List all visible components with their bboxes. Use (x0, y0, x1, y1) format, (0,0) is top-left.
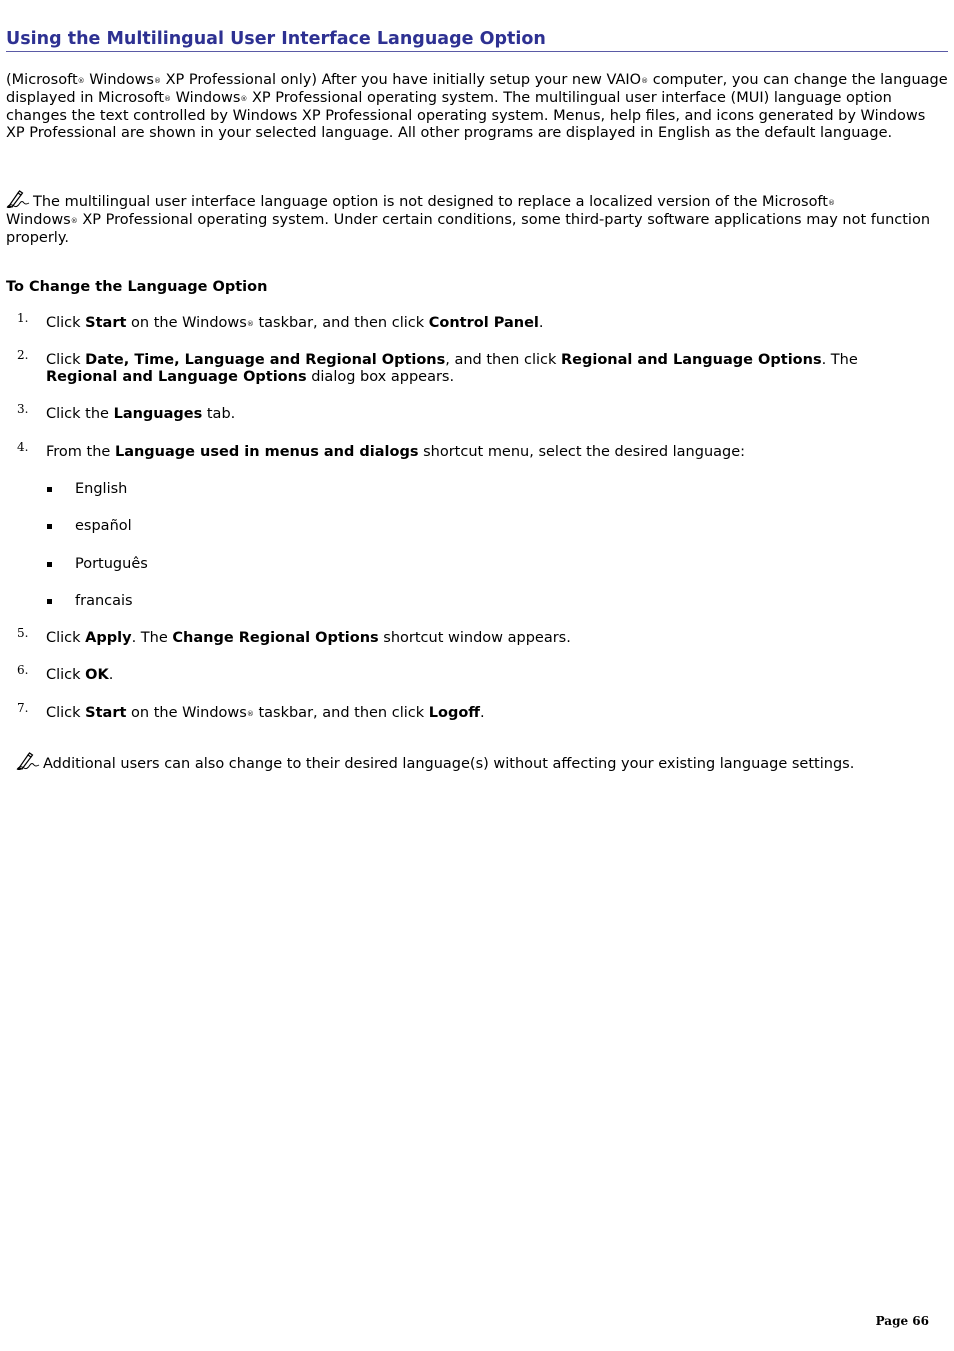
registered-mark: ® (827, 199, 835, 207)
registered-mark: ® (164, 95, 172, 103)
intro-paragraph: (Microsoft® Windows® XP Professional only) After you have initially setup your new VAIO® computer, you can change the language displayed in Microsoft® Windows® XP Professional operating system. The multilingual user interface (MUI) language option changes the text controlled by Windows XP Professional operating system. Menus, help files, and icons generated by Windows XP Professional are shown in your selected language. All other programs are displayed in English as the default language. (6, 72, 948, 141)
note-paragraph: Additional users can also change to their desired language(s) without affecting your existing language settings. (16, 752, 854, 773)
step-text: Click OK. (46, 667, 114, 683)
step-number: 3. (17, 402, 29, 416)
step-number: 2. (17, 348, 29, 362)
registered-mark: ® (240, 95, 248, 103)
square-bullet-icon (47, 524, 52, 529)
step-text: Click Start on the Windows® taskbar, and then click Control Panel. (46, 315, 544, 331)
note-pencil-icon (16, 752, 40, 770)
step-number: 4. (17, 440, 29, 454)
step-text: Click Start on the Windows® taskbar, and then click Logoff. (46, 705, 485, 721)
square-bullet-icon (47, 562, 52, 567)
square-bullet-icon (47, 599, 52, 604)
registered-mark: ® (641, 77, 649, 85)
step-text: Click Date, Time, Language and Regional Options, and then click Regional and Language Options. The Regional and Language Options dialog box appears. (46, 352, 858, 385)
step-text: From the Language used in menus and dialogs shortcut menu, select the desired language: (46, 444, 746, 460)
note-pencil-icon (6, 190, 30, 208)
note-paragraph: The multilingual user interface language option is not designed to replace a localized version of the Microsoft® Windows® XP Professional operating system. Under certain conditions, some third-party software applications may not function properly. (6, 190, 948, 247)
square-bullet-icon (47, 487, 52, 492)
step-text: Click the Languages tab. (46, 406, 236, 422)
registered-mark: ® (154, 77, 161, 85)
page-number: Page 66 (875, 1314, 929, 1328)
page-title: Using the Multilingual User Interface Language Option (6, 29, 948, 52)
step-number: 1. (17, 311, 29, 325)
section-heading: To Change the Language Option (6, 279, 268, 295)
step-text: Click Apply. The Change Regional Options shortcut window appears. (46, 630, 571, 646)
registered-mark: ® (70, 217, 78, 225)
registered-mark: ® (77, 77, 85, 85)
step-number: 7. (17, 701, 29, 715)
step-number: 6. (17, 663, 29, 677)
step-number: 5. (17, 626, 29, 640)
